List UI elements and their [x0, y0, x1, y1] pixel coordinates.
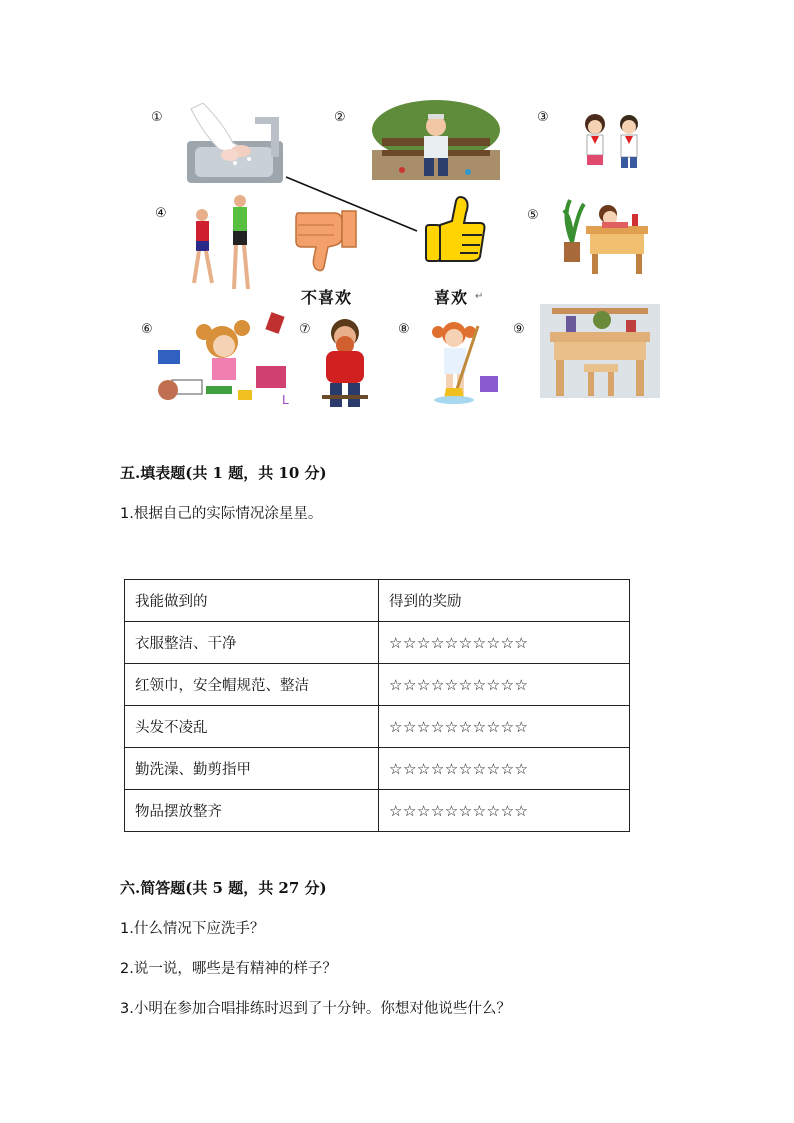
section6-title: 六.简答题(共 5 题，共 27 分) [120, 879, 327, 897]
picture-number-3: ③ [537, 110, 549, 125]
messy-girl-image [152, 310, 298, 408]
table-cell-item: 衣服整洁、干净 [125, 622, 379, 664]
child-at-desk-image [556, 196, 654, 276]
table-row [125, 748, 630, 790]
girl-sweeping-image [428, 318, 502, 404]
picture-number-7: ⑦ [299, 322, 311, 337]
table-row [125, 706, 630, 748]
svg-text:L: L [282, 393, 289, 407]
thumbs-down-icon [294, 207, 358, 273]
table-cell-item: 勤洗澡、勤剪指甲 [125, 748, 379, 790]
table-row [125, 664, 630, 706]
section5-title: 五.填表题(共 1 题，共 10 分) [120, 464, 327, 482]
picture-number-1: ① [151, 110, 163, 125]
dislike-label: 不喜欢 [301, 288, 353, 307]
table-cell-item: 头发不凌乱 [125, 706, 379, 748]
star-rating-table [124, 579, 630, 832]
two-children-image [577, 112, 651, 170]
table-row [125, 622, 630, 664]
picture-number-4: ④ [155, 206, 167, 221]
table-header-cell: 我能做到的 [125, 580, 379, 622]
section5-question: 1.根据自己的实际情况涂星星。 [120, 506, 323, 522]
wooden-desk-image [540, 304, 660, 398]
man-eating-image [316, 317, 374, 411]
thumbs-up-icon [422, 195, 488, 265]
section6-question-2: 2.说一说，哪些是有精神的样子？ [120, 961, 337, 977]
return-mark: ↵ [475, 291, 484, 302]
table-cell-stars[interactable]: ☆☆☆☆☆☆☆☆☆☆ [379, 622, 630, 664]
section6-question-1: 1.什么情况下应洗手？ [120, 921, 265, 937]
table-cell-stars[interactable]: ☆☆☆☆☆☆☆☆☆☆ [379, 748, 630, 790]
picture-number-2: ② [334, 110, 346, 125]
table-cell-stars[interactable]: ☆☆☆☆☆☆☆☆☆☆ [379, 790, 630, 832]
picture-number-6: ⑥ [141, 322, 153, 337]
table-cell-stars[interactable]: ☆☆☆☆☆☆☆☆☆☆ [379, 706, 630, 748]
picture-number-9: ⑨ [513, 322, 525, 337]
table-header-row [125, 580, 630, 622]
table-cell-stars[interactable]: ☆☆☆☆☆☆☆☆☆☆ [379, 664, 630, 706]
section6-question-3: 3.小明在参加合唱排练时迟到了十分钟。你想对他说些什么？ [120, 1001, 511, 1017]
handwashing-image [183, 103, 291, 187]
picture-number-8: ⑧ [398, 322, 410, 337]
man-on-bench-image [372, 100, 500, 180]
table-row [125, 790, 630, 832]
running-people-image [184, 193, 262, 295]
table-header-cell: 得到的奖励 [379, 580, 630, 622]
like-label: 喜欢 [434, 288, 469, 307]
picture-number-5: ⑤ [527, 208, 539, 223]
table-cell-item: 物品摆放整齐 [125, 790, 379, 832]
table-cell-item: 红领巾，安全帽规范、整洁 [125, 664, 379, 706]
